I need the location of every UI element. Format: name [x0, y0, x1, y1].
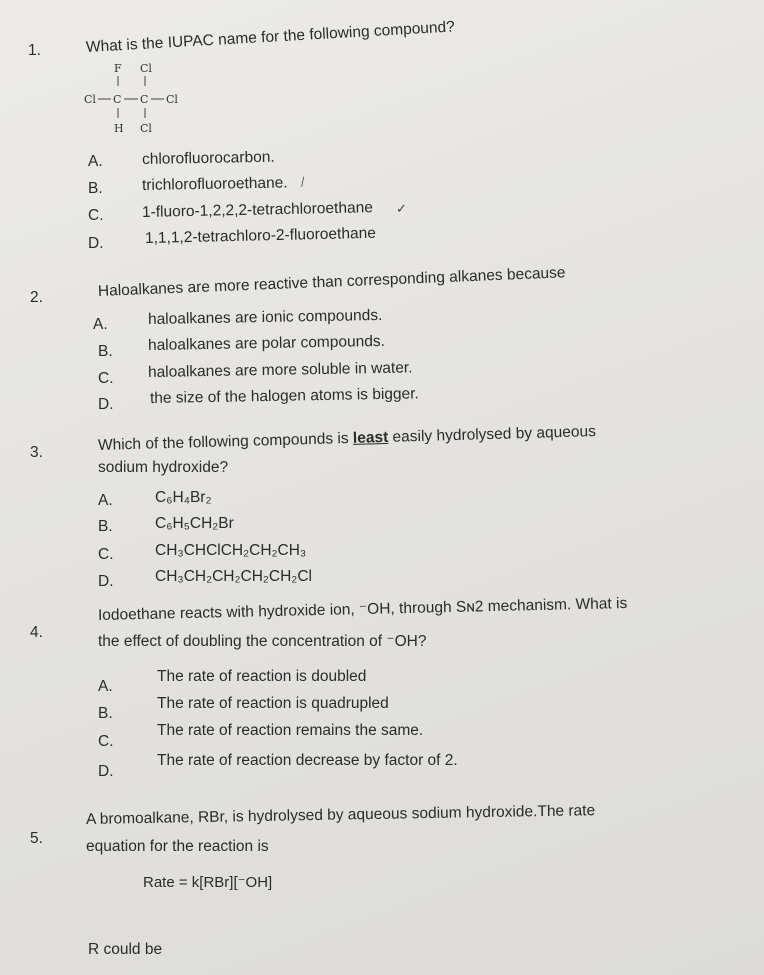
q2-option-a-text[interactable]: haloalkanes are ionic compounds. [147, 306, 383, 328]
q1-option-a-text[interactable]: chlorofluorocarbon. [141, 148, 275, 168]
q4-text-line2: the effect of doubling the concentration of ⁻OH? [98, 633, 427, 650]
q1-text: What is the IUPAC name for the following compound? [85, 18, 456, 56]
q4-option-c-letter[interactable]: C. [98, 733, 114, 750]
q1-structure [84, 58, 204, 140]
q3-option-d-text[interactable]: CH₃CH₂CH₂CH₂CH₂Cl [155, 568, 312, 585]
atom-cl-bottom: Cl [140, 122, 152, 135]
q3-text-post: easily hydrolysed by aqueous [388, 423, 597, 446]
q4-option-d-letter[interactable]: D. [98, 763, 114, 780]
q3-text [98, 424, 596, 453]
q3-number: 3. [30, 444, 43, 461]
atom-cl-top: Cl [140, 62, 152, 75]
atom-h: H [114, 122, 124, 135]
atom-c1: C [113, 93, 122, 106]
q1-option-b-letter[interactable]: B. [88, 180, 103, 197]
atom-cl-right: Cl [166, 93, 178, 106]
atom-cl-left: Cl [84, 93, 96, 106]
q4-option-b-text[interactable]: The rate of reaction is quadrupled [157, 695, 389, 712]
q4-text: Iodoethane reacts with hydroxide ion, ⁻OH, through Sɴ2 mechanism. What is [97, 594, 628, 624]
q2-option-d-text[interactable]: the size of the halogen atoms is bigger. [149, 385, 419, 407]
q3-option-b-letter[interactable]: B. [98, 518, 113, 535]
q4-number: 4. [30, 624, 43, 641]
q2-option-a-letter[interactable]: A. [93, 316, 108, 333]
q4-option-d-text[interactable]: The rate of reaction decrease by factor of 2. [157, 752, 458, 769]
atom-c2: C [140, 93, 149, 106]
q2-option-c-letter[interactable]: C. [98, 370, 114, 387]
q5-text: A bromoalkane, RBr, is hydrolysed by aqueous sodium hydroxide.The rate [85, 802, 596, 828]
q3-option-a-text[interactable]: C₆H₄Br₂ [155, 489, 212, 506]
q5-number: 5. [30, 830, 43, 847]
q1-option-a-letter[interactable]: A. [88, 153, 103, 170]
q4-option-a-text[interactable]: The rate of reaction is doubled [157, 668, 367, 685]
q1-option-d-text[interactable]: 1,1,1,2-tetrachloro-2-fluoroethane [144, 224, 377, 247]
q4-option-b-letter[interactable]: B. [98, 705, 113, 722]
q4-option-c-text[interactable]: The rate of reaction remains the same. [157, 722, 424, 739]
q2-option-b-text[interactable]: haloalkanes are polar compounds. [147, 332, 386, 354]
q2-number: 2. [30, 289, 43, 306]
q4-option-a-letter[interactable]: A. [98, 678, 113, 695]
q1-option-b-text[interactable]: trichlorofluoroethane. [141, 174, 288, 194]
q3-option-b-text[interactable]: C₆H₅CH₂Br [155, 515, 234, 532]
q5-rate-equation: Rate = k[RBr][⁻OH] [143, 874, 273, 891]
q3-text-line2: sodium hydroxide? [98, 459, 229, 476]
q1-number: 1. [28, 42, 41, 59]
q3-option-c-letter[interactable]: C. [98, 546, 114, 563]
q5-tail-text: R could be [88, 941, 163, 958]
tick-mark-icon: ⁄ [299, 174, 307, 189]
q3-option-c-text[interactable]: CH₃CHClCH₂CH₂CH₃ [155, 542, 307, 559]
q5-text-line2: equation for the reaction is [86, 838, 269, 855]
q2-option-d-letter[interactable]: D. [98, 396, 114, 413]
q1-option-c-letter[interactable]: C. [88, 207, 104, 224]
q1-option-d-letter[interactable]: D. [88, 235, 104, 252]
q3-text-pre: Which of the following compounds is [97, 429, 354, 454]
q3-emphasis: least [352, 428, 389, 447]
q2-text: Haloalkanes are more reactive than corresponding alkanes because [97, 264, 566, 300]
q3-option-d-letter[interactable]: D. [98, 573, 114, 590]
tick-mark-icon: ✓ [396, 201, 407, 216]
q1-option-c-text[interactable]: 1-fluoro-1,2,2,2-tetrachloroethane [141, 199, 374, 221]
q3-option-a-letter[interactable]: A. [98, 492, 113, 509]
q2-option-b-letter[interactable]: B. [98, 343, 113, 360]
q2-option-c-text[interactable]: haloalkanes are more soluble in water. [147, 359, 413, 381]
atom-f: F [114, 62, 122, 75]
